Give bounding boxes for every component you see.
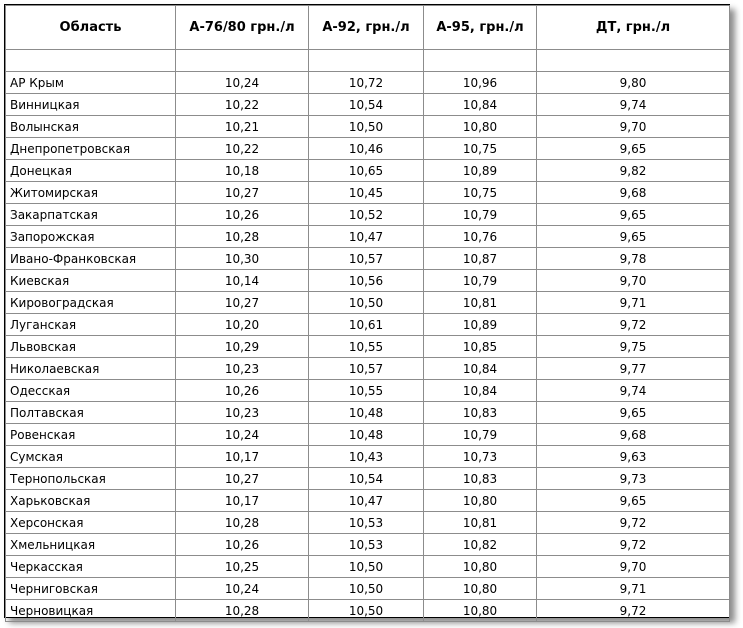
table-row — [6, 336, 730, 358]
table-row — [6, 270, 730, 292]
a92-price-cell: 10,61 — [309, 314, 424, 336]
table-row — [6, 138, 730, 160]
a92-price-cell: 10,52 — [309, 204, 424, 226]
a95-price-cell: 10,75 — [424, 182, 537, 204]
table-row — [6, 94, 730, 116]
table-row — [6, 182, 730, 204]
a76-80-price-cell: 10,23 — [176, 358, 309, 380]
region-cell: Сумская — [6, 446, 176, 468]
table-row — [6, 358, 730, 380]
region-cell: Полтавская — [6, 402, 176, 424]
a76-80-price-cell: 10,26 — [176, 204, 309, 226]
a92-price-cell: 10,54 — [309, 468, 424, 490]
empty-row — [6, 50, 730, 72]
a95-price-cell: 10,80 — [424, 116, 537, 138]
diesel-price-cell: 9,72 — [537, 600, 730, 622]
diesel-price-cell: 9,68 — [537, 182, 730, 204]
a92-price-cell: 10,54 — [309, 94, 424, 116]
table-row — [6, 424, 730, 446]
a95-price-cell: 10,84 — [424, 358, 537, 380]
empty-cell — [176, 50, 309, 72]
a95-price-cell: 10,80 — [424, 600, 537, 622]
diesel-price-cell: 9,63 — [537, 446, 730, 468]
region-cell: Одесская — [6, 380, 176, 402]
a76-80-price-cell: 10,18 — [176, 160, 309, 182]
diesel-price-cell: 9,68 — [537, 424, 730, 446]
table-row — [6, 446, 730, 468]
a95-price-cell: 10,89 — [424, 160, 537, 182]
diesel-price-cell: 9,80 — [537, 72, 730, 94]
a76-80-price-cell: 10,28 — [176, 600, 309, 622]
header-a92: А-92, грн./л — [309, 6, 424, 50]
a76-80-price-cell: 10,24 — [176, 72, 309, 94]
empty-cell — [424, 50, 537, 72]
a76-80-price-cell: 10,27 — [176, 182, 309, 204]
a92-price-cell: 10,45 — [309, 182, 424, 204]
a76-80-price-cell: 10,22 — [176, 138, 309, 160]
region-cell: Запорожская — [6, 226, 176, 248]
table-row — [6, 534, 730, 556]
region-cell: Ровенская — [6, 424, 176, 446]
header-a76-80: А-76/80 грн./л — [176, 6, 309, 50]
a95-price-cell: 10,79 — [424, 424, 537, 446]
table-row — [6, 314, 730, 336]
diesel-price-cell: 9,77 — [537, 358, 730, 380]
diesel-price-cell: 9,71 — [537, 292, 730, 314]
a92-price-cell: 10,55 — [309, 336, 424, 358]
a76-80-price-cell: 10,29 — [176, 336, 309, 358]
diesel-price-cell: 9,65 — [537, 226, 730, 248]
a92-price-cell: 10,46 — [309, 138, 424, 160]
diesel-price-cell: 9,72 — [537, 534, 730, 556]
region-cell: Винницкая — [6, 94, 176, 116]
a95-price-cell: 10,82 — [424, 534, 537, 556]
a95-price-cell: 10,80 — [424, 556, 537, 578]
region-cell: Черкасская — [6, 556, 176, 578]
a95-price-cell: 10,80 — [424, 490, 537, 512]
a95-price-cell: 10,96 — [424, 72, 537, 94]
a92-price-cell: 10,50 — [309, 292, 424, 314]
region-cell: Закарпатская — [6, 204, 176, 226]
a76-80-price-cell: 10,27 — [176, 292, 309, 314]
diesel-price-cell: 9,74 — [537, 94, 730, 116]
region-cell: Черниговская — [6, 578, 176, 600]
table-row — [6, 556, 730, 578]
empty-cell — [309, 50, 424, 72]
region-cell: Черновицкая — [6, 600, 176, 622]
table-row — [6, 292, 730, 314]
a76-80-price-cell: 10,14 — [176, 270, 309, 292]
diesel-price-cell: 9,72 — [537, 512, 730, 534]
a76-80-price-cell: 10,21 — [176, 116, 309, 138]
region-cell: Хмельницкая — [6, 534, 176, 556]
a95-price-cell: 10,84 — [424, 380, 537, 402]
region-cell: Харьковская — [6, 490, 176, 512]
a92-price-cell: 10,47 — [309, 226, 424, 248]
diesel-price-cell: 9,78 — [537, 248, 730, 270]
diesel-price-cell: 9,75 — [537, 336, 730, 358]
a95-price-cell: 10,81 — [424, 512, 537, 534]
a95-price-cell: 10,83 — [424, 468, 537, 490]
a92-price-cell: 10,55 — [309, 380, 424, 402]
diesel-price-cell: 9,70 — [537, 556, 730, 578]
a92-price-cell: 10,56 — [309, 270, 424, 292]
a92-price-cell: 10,50 — [309, 116, 424, 138]
region-cell: Николаевская — [6, 358, 176, 380]
a76-80-price-cell: 10,26 — [176, 534, 309, 556]
a95-price-cell: 10,80 — [424, 578, 537, 600]
a76-80-price-cell: 10,30 — [176, 248, 309, 270]
a92-price-cell: 10,72 — [309, 72, 424, 94]
region-cell: Донецкая — [6, 160, 176, 182]
a95-price-cell: 10,83 — [424, 402, 537, 424]
a95-price-cell: 10,85 — [424, 336, 537, 358]
a92-price-cell: 10,50 — [309, 578, 424, 600]
a92-price-cell: 10,53 — [309, 534, 424, 556]
a95-price-cell: 10,89 — [424, 314, 537, 336]
table-row — [6, 226, 730, 248]
diesel-price-cell: 9,70 — [537, 270, 730, 292]
a92-price-cell: 10,48 — [309, 402, 424, 424]
region-cell: Кировоградская — [6, 292, 176, 314]
diesel-price-cell: 9,73 — [537, 468, 730, 490]
a76-80-price-cell: 10,28 — [176, 226, 309, 248]
table-row — [6, 204, 730, 226]
table-row — [6, 490, 730, 512]
region-cell: Ивано-Франковская — [6, 248, 176, 270]
diesel-price-cell: 9,71 — [537, 578, 730, 600]
empty-cell — [6, 50, 176, 72]
diesel-price-cell: 9,82 — [537, 160, 730, 182]
a92-price-cell: 10,43 — [309, 446, 424, 468]
region-cell: Киевская — [6, 270, 176, 292]
table-row — [6, 600, 730, 622]
a76-80-price-cell: 10,17 — [176, 446, 309, 468]
empty-cell — [537, 50, 730, 72]
a76-80-price-cell: 10,27 — [176, 468, 309, 490]
diesel-price-cell: 9,70 — [537, 116, 730, 138]
table-row — [6, 402, 730, 424]
fuel-price-table — [5, 5, 730, 622]
region-cell: Днепропетровская — [6, 138, 176, 160]
table-row — [6, 468, 730, 490]
diesel-price-cell: 9,74 — [537, 380, 730, 402]
a95-price-cell: 10,87 — [424, 248, 537, 270]
a92-price-cell: 10,57 — [309, 358, 424, 380]
a95-price-cell: 10,79 — [424, 204, 537, 226]
diesel-price-cell: 9,65 — [537, 138, 730, 160]
region-cell: Тернопольская — [6, 468, 176, 490]
region-cell: Херсонская — [6, 512, 176, 534]
header-region: Область — [6, 6, 176, 50]
a95-price-cell: 10,76 — [424, 226, 537, 248]
a76-80-price-cell: 10,25 — [176, 556, 309, 578]
table-row — [6, 380, 730, 402]
table-row — [6, 116, 730, 138]
header-a95: А-95, грн./л — [424, 6, 537, 50]
diesel-price-cell: 9,65 — [537, 402, 730, 424]
diesel-price-cell: 9,65 — [537, 204, 730, 226]
a95-price-cell: 10,79 — [424, 270, 537, 292]
region-cell: Житомирская — [6, 182, 176, 204]
a92-price-cell: 10,57 — [309, 248, 424, 270]
diesel-price-cell: 9,72 — [537, 314, 730, 336]
a95-price-cell: 10,73 — [424, 446, 537, 468]
a76-80-price-cell: 10,26 — [176, 380, 309, 402]
region-cell: Волынская — [6, 116, 176, 138]
region-cell: Луганская — [6, 314, 176, 336]
a76-80-price-cell: 10,23 — [176, 402, 309, 424]
table-row — [6, 248, 730, 270]
a95-price-cell: 10,84 — [424, 94, 537, 116]
diesel-price-cell: 9,65 — [537, 490, 730, 512]
a76-80-price-cell: 10,24 — [176, 578, 309, 600]
header-diesel: ДТ, грн./л — [537, 6, 730, 50]
a95-price-cell: 10,75 — [424, 138, 537, 160]
table-row — [6, 512, 730, 534]
a92-price-cell: 10,53 — [309, 512, 424, 534]
a76-80-price-cell: 10,24 — [176, 424, 309, 446]
a76-80-price-cell: 10,17 — [176, 490, 309, 512]
a76-80-price-cell: 10,28 — [176, 512, 309, 534]
a92-price-cell: 10,48 — [309, 424, 424, 446]
a92-price-cell: 10,50 — [309, 556, 424, 578]
a76-80-price-cell: 10,20 — [176, 314, 309, 336]
table-row — [6, 72, 730, 94]
a92-price-cell: 10,65 — [309, 160, 424, 182]
a92-price-cell: 10,47 — [309, 490, 424, 512]
region-cell: Львовская — [6, 336, 176, 358]
a95-price-cell: 10,81 — [424, 292, 537, 314]
table-row — [6, 578, 730, 600]
price-table-frame — [4, 4, 730, 618]
a76-80-price-cell: 10,22 — [176, 94, 309, 116]
region-cell: АР Крым — [6, 72, 176, 94]
table-header-row — [6, 6, 730, 50]
a92-price-cell: 10,50 — [309, 600, 424, 622]
table-row — [6, 160, 730, 182]
